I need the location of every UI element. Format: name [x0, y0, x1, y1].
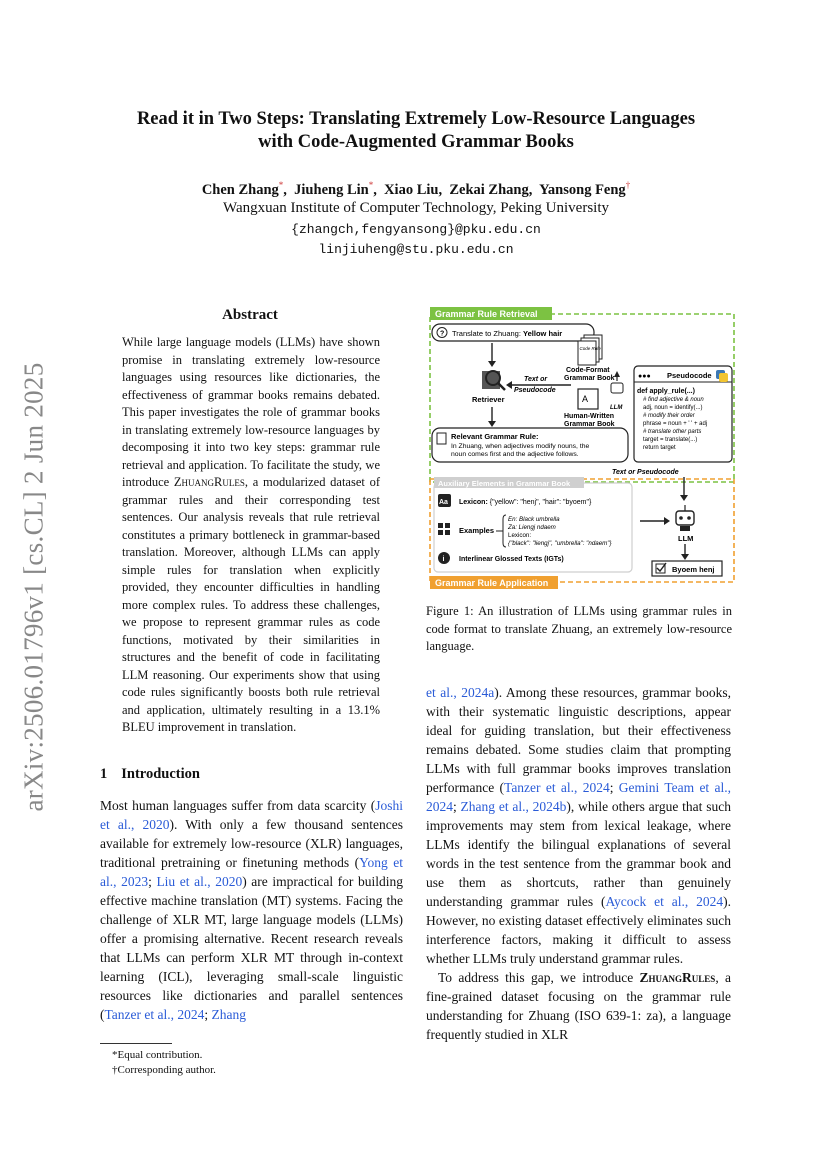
document-icon [437, 433, 446, 444]
example-line: {"black": "liengj", "umbrella": "ndaem"} [508, 540, 612, 547]
svg-text:●●●: ●●● [638, 373, 651, 380]
footnote-rule [100, 1043, 172, 1044]
igt-label: Interlinear Glossed Texts (IGTs) [459, 556, 564, 563]
citation-link[interactable]: Gemini Team et al., 2024 [426, 780, 731, 814]
relevant-rule-text: noun comes first and the adjective follows. [451, 451, 579, 458]
query-text: Translate to Zhuang: Yellow hair [452, 329, 563, 338]
examples-label: Examples [459, 526, 495, 535]
example-line: Za: Liengj ndaem [508, 524, 556, 531]
relevant-rule-text: In Zhuang, when adjectives modify nouns, the [451, 443, 590, 450]
examples-icon [438, 523, 443, 528]
arxiv-identifier: arXiv:2506.01796v1 [cs.CL] 2 Jun 2025 [18, 362, 49, 812]
example-line: Lexicon: [508, 532, 532, 539]
llm-label: LLM [678, 534, 694, 543]
paper-title [100, 108, 732, 154]
code-line: return target [643, 445, 676, 451]
code-line: # find adjective & noun [643, 397, 704, 403]
section-heading: 1 Introduction [100, 766, 200, 782]
citation-link[interactable]: Tanzer et al., 2024 [104, 1007, 205, 1022]
email-2: linjiuheng@stu.pku.edu.cn [318, 242, 514, 257]
human-written-label: Human-Written [564, 413, 615, 420]
robot-icon [676, 511, 694, 525]
author: Xiao Liu [384, 181, 439, 198]
dataset-name: ZhuangRules [173, 475, 245, 489]
application-label: Grammar Rule Application [435, 578, 549, 588]
retrieval-label: Grammar Rule Retrieval [435, 309, 538, 319]
citation-link[interactable]: Liu et al., 2020 [156, 874, 243, 889]
retriever-label: Retriever [472, 395, 505, 404]
footnotes [112, 1048, 216, 1078]
code-line: target = translate(...) [643, 437, 698, 443]
svg-text:i: i [442, 556, 445, 563]
svg-text:Code Rule: Code Rule [579, 346, 601, 351]
code-line: adj, noun = identify(...) [643, 405, 703, 411]
code-format-label: Code-Format [566, 367, 610, 374]
lexicon-text: Lexicon: {"yellow": "henj", "hair": "byoem"} [459, 499, 592, 506]
dataset-name: ZhuangRules [639, 970, 716, 985]
grammar-book-label-2: Grammar Book [564, 421, 615, 428]
pseudocode-label: Pseudocode [514, 387, 556, 394]
code-line: # modify their order [643, 413, 695, 419]
book-icon-glyph: A [582, 394, 589, 404]
citation-link[interactable]: Yong et al., 2023 [100, 855, 403, 889]
author: Jiuheng Lin [294, 181, 369, 198]
affiliation: Wangxuan Institute of Computer Technology, Peking University [222, 200, 609, 216]
author-list: Chen Zhang*, Jiuheng Lin*, Xiao Liu, Zekai Zhang, Yansong Feng† [201, 180, 631, 198]
right-column-text [426, 683, 731, 1044]
citation-link[interactable]: Aycock et al., 2024 [605, 894, 724, 909]
email-1: {zhangch,fengyansong}@pku.edu.cn [291, 222, 541, 237]
text-or-label: Text or [524, 376, 548, 383]
svg-text:LLM: LLM [610, 405, 623, 411]
code-line: def apply_rule(...) [637, 388, 695, 395]
relevant-rule-title: Relevant Grammar Rule: [451, 432, 539, 441]
grammar-book-label: Grammar Book [564, 375, 615, 382]
example-line: En: Black umbrella [508, 516, 560, 523]
citation-link[interactable]: et al., 2024a [426, 685, 495, 700]
intro-paragraph: Most human languages suffer from data scarcity (Joshi et al., 2020). With only a few thousand sentences available for extremely low-resource (XLR) languages, traditional pretraining or finetuning methods (Yong et al., 2023; Liu et al., 2020) are impractical for building effective machine translation (MT) systems. Facing the challenge of XLR MT, large language models (LLMs) offer a promising alternative. Recent research reveals that LLMs can perform XLR MT through in-context learning (ICL), leveraging small-scale linguistic resources like dictionaries and parallel sentences (Tanzer et al., 2024; Zhang [100, 798, 403, 1022]
title-line-1: Read it in Two Steps: Translating Extremely Low-Resource Languages [136, 109, 696, 129]
footnote-corresponding: †Corresponding author. [112, 1064, 216, 1076]
question-icon-glyph: ? [440, 330, 445, 338]
figure-1 [426, 305, 738, 595]
email-block [100, 220, 732, 260]
author: Chen Zhang [201, 181, 279, 198]
pseudocode-header: Pseudocode [667, 371, 712, 380]
svg-text:Aa: Aa [439, 499, 448, 506]
output-text: Byoem henj [672, 565, 715, 574]
author: Zekai Zhang [449, 181, 529, 198]
code-line: phrase = noun + ' ' + adj [643, 421, 708, 427]
footnote-equal: *Equal contribution. [112, 1049, 203, 1061]
abstract-body: While large language models (LLMs) have shown promise in translating extremely low-resource languages using resources like dictionaries, the effectiveness of grammar books remains debated. This paper investigates the role of grammar books in translating extremely low-resource languages by decomposing it into two key steps: grammar rule retrieval and application. To facilitate the study, we introduce ZhuangRules, a modularized dataset of grammar rules and their corresponding test sentences. Our analysis reveals that rule retrieval constitutes a primary bottleneck in grammar-based translation. Moreover, although LLMs can apply simple rules for translation when explicitly provided, they encounter difficulties in handling more complex rules. To address these challenges, we propose to represent grammar rules as code functions, motivated by their similarities in structures and the benefit of code in facilitating LLM reasoning. Our experiments show that using code rules significantly boosts both rule retrieval and application, ultimately resulting in a 13.1% BLEU improvement in translation. [122, 335, 380, 734]
paragraph: et al., 2024a). Among these resources, grammar books, with their systematic linguistic descriptions, appear ideal for guiding translation, but their effectiveness remains debated. Some studies claim that prompting LLMs with full grammar books improves translation performance (Tanzer et al., 2024; Gemini Team et al., 2024; Zhang et al., 2024b), while others argue that such improvements may stem from lexical leakage, where LLMs identify the bilingual explanations of several words in the test sentence from the grammar book and use them as shortcuts, rather than genuinely understanding grammar rules (Aycock et al., 2024). However, no existing dataset effectively eliminates such interference factors, making it difficult to assess whether LLMs truly understand grammar rules. [426, 685, 731, 966]
citation-link[interactable]: Zhang [211, 1007, 247, 1022]
abstract-heading: Abstract [222, 307, 278, 323]
figure-caption: Figure 1: An illustration of LLMs using grammar rules in code format to translate Zhuang, an extremely low-resource language. [426, 604, 732, 653]
citation-link[interactable]: Joshi et al., 2020 [100, 798, 403, 832]
title-line-2: with Code-Augmented Grammar Books [258, 132, 574, 152]
paragraph: To address this gap, we introduce ZhuangRules, a fine-grained dataset focusing on the grammar rule understanding for Zhuang (ISO 639-1: za), a language frequently studied in XLR [426, 970, 731, 1042]
author: Yansong Feng [539, 181, 626, 198]
code-line: # translate other parts [643, 429, 702, 435]
citation-link[interactable]: Zhang et al., 2024b [460, 799, 567, 814]
text-or-pseudocode-label: Text or Pseudocode [612, 469, 679, 476]
robot-icon-small [611, 383, 623, 393]
citation-link[interactable]: Tanzer et al., 2024 [504, 780, 610, 795]
auxiliary-label: Auxiliary Elements in Grammar Book [438, 479, 571, 488]
